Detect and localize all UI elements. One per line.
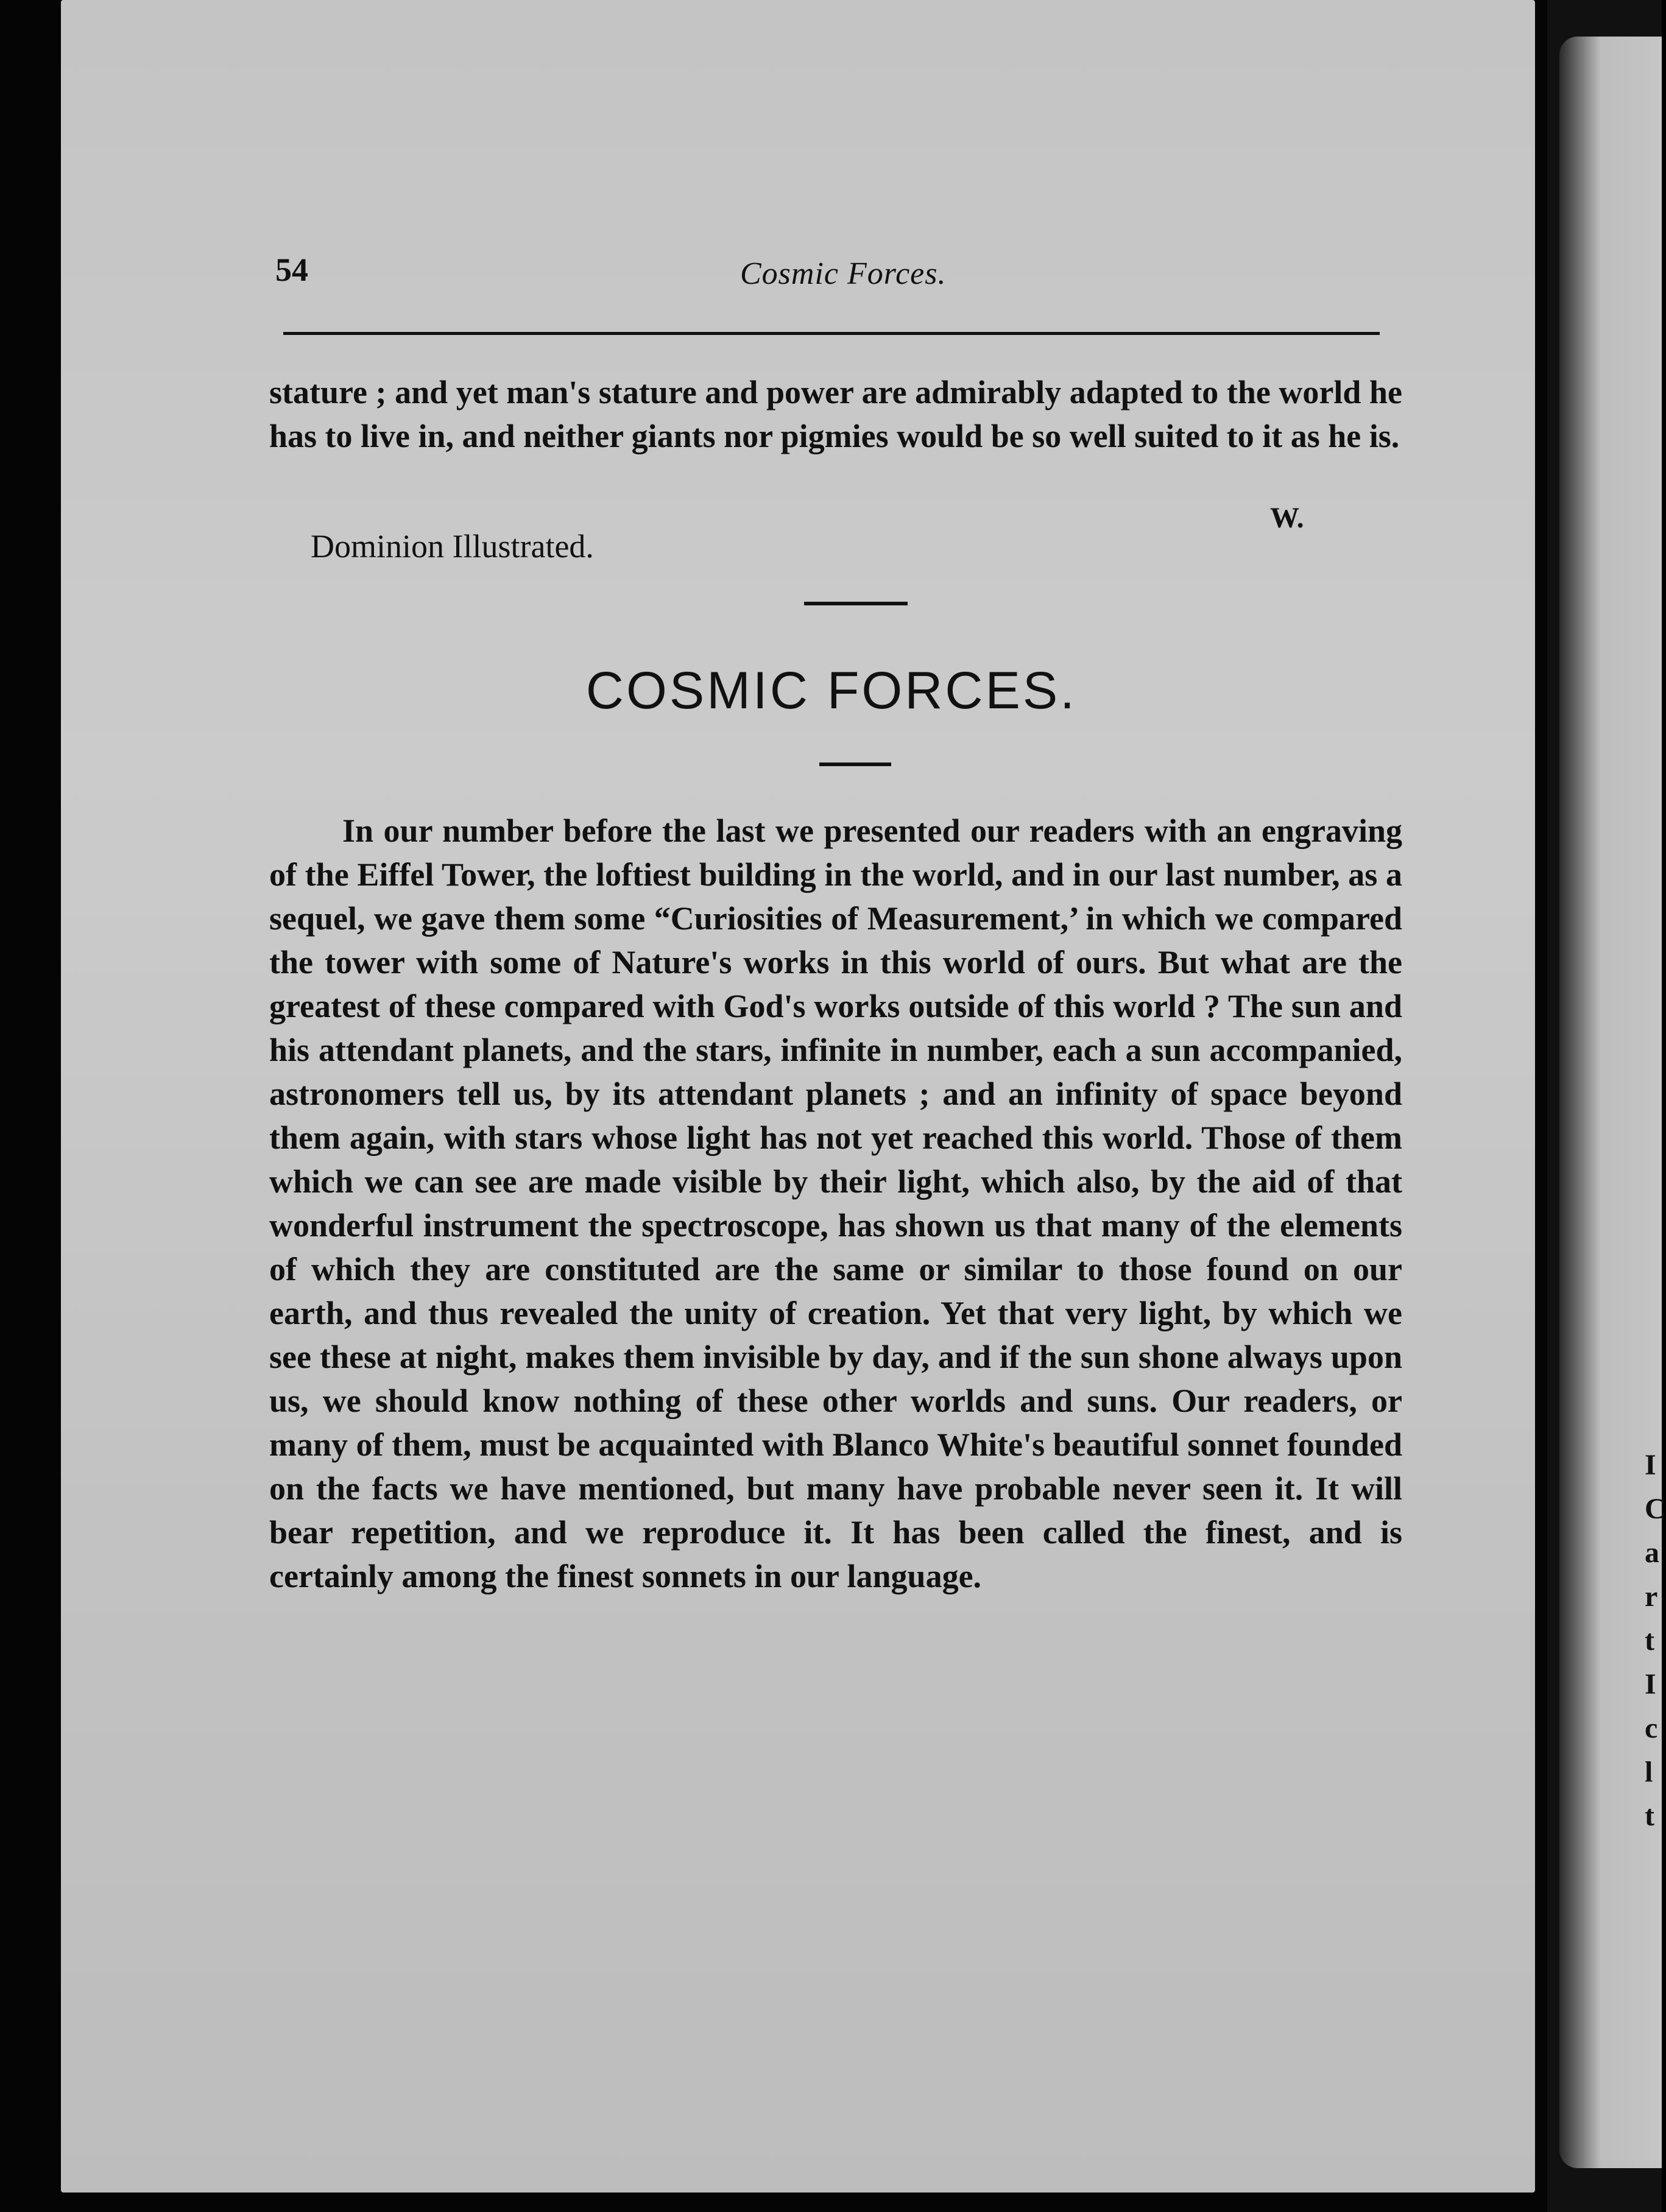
title-underline <box>819 763 891 766</box>
continued-paragraph <box>269 370 1402 458</box>
section-divider <box>804 602 908 605</box>
header-rule <box>283 332 1380 335</box>
article-paragraph: In our number before the last we presented our readers with an engraving of the Eiffel Tower, the loftiest building in the world, and in our last number, as a sequel, we gave them some “Curiosities of Measurement,’ in which we compared the tower with some of Nature's works in this world of ours. But what are the greatest of these compared with God's works outside of this world ? The sun and his attendant planets, and the stars, infinite in number, each a sun accompanied, astronomers tell us, by its attendant planets ; and an infinity of space beyond them again, with stars whose light has not yet reached this world. Those of them which we can see are made visible by their light, which also, by the aid of that wonderful instrument the spectroscope, has shown us that many of the elements of which they are constituted are the same or similar to those found on our earth, and thus revealed the unity of creation. Yet that very light, by which we see these at night, makes them invisible by day, and if the sun shone always upon us, we should know nothing of these other worlds and suns. Our readers, or many of them, must be acquainted with Blanco White's beautiful sonnet founded on the facts we have mentioned, but many have probable never seen it. It will bear repetition, and we reproduce it. It has been called the finest, and is certainly among the finest sonnets in our language. <box>269 812 1402 1594</box>
article-body <box>269 809 1402 1598</box>
article-title: COSMIC FORCES. <box>585 661 1078 720</box>
facing-page-edge <box>1559 37 1666 2168</box>
signature: W. <box>1270 502 1304 534</box>
page-number: 54 <box>275 252 308 288</box>
source-attribution: Dominion Illustrated. <box>311 528 594 565</box>
running-head: Cosmic Forces. <box>740 256 947 291</box>
facing-page-fragment: I C a r t I c l t <box>1645 1449 1666 1832</box>
continued-text: stature ; and yet man's stature and power are admirably adapted to the world he has to live in, and neither giants nor pigmies would be so well suited to it as he is. <box>269 374 1402 454</box>
